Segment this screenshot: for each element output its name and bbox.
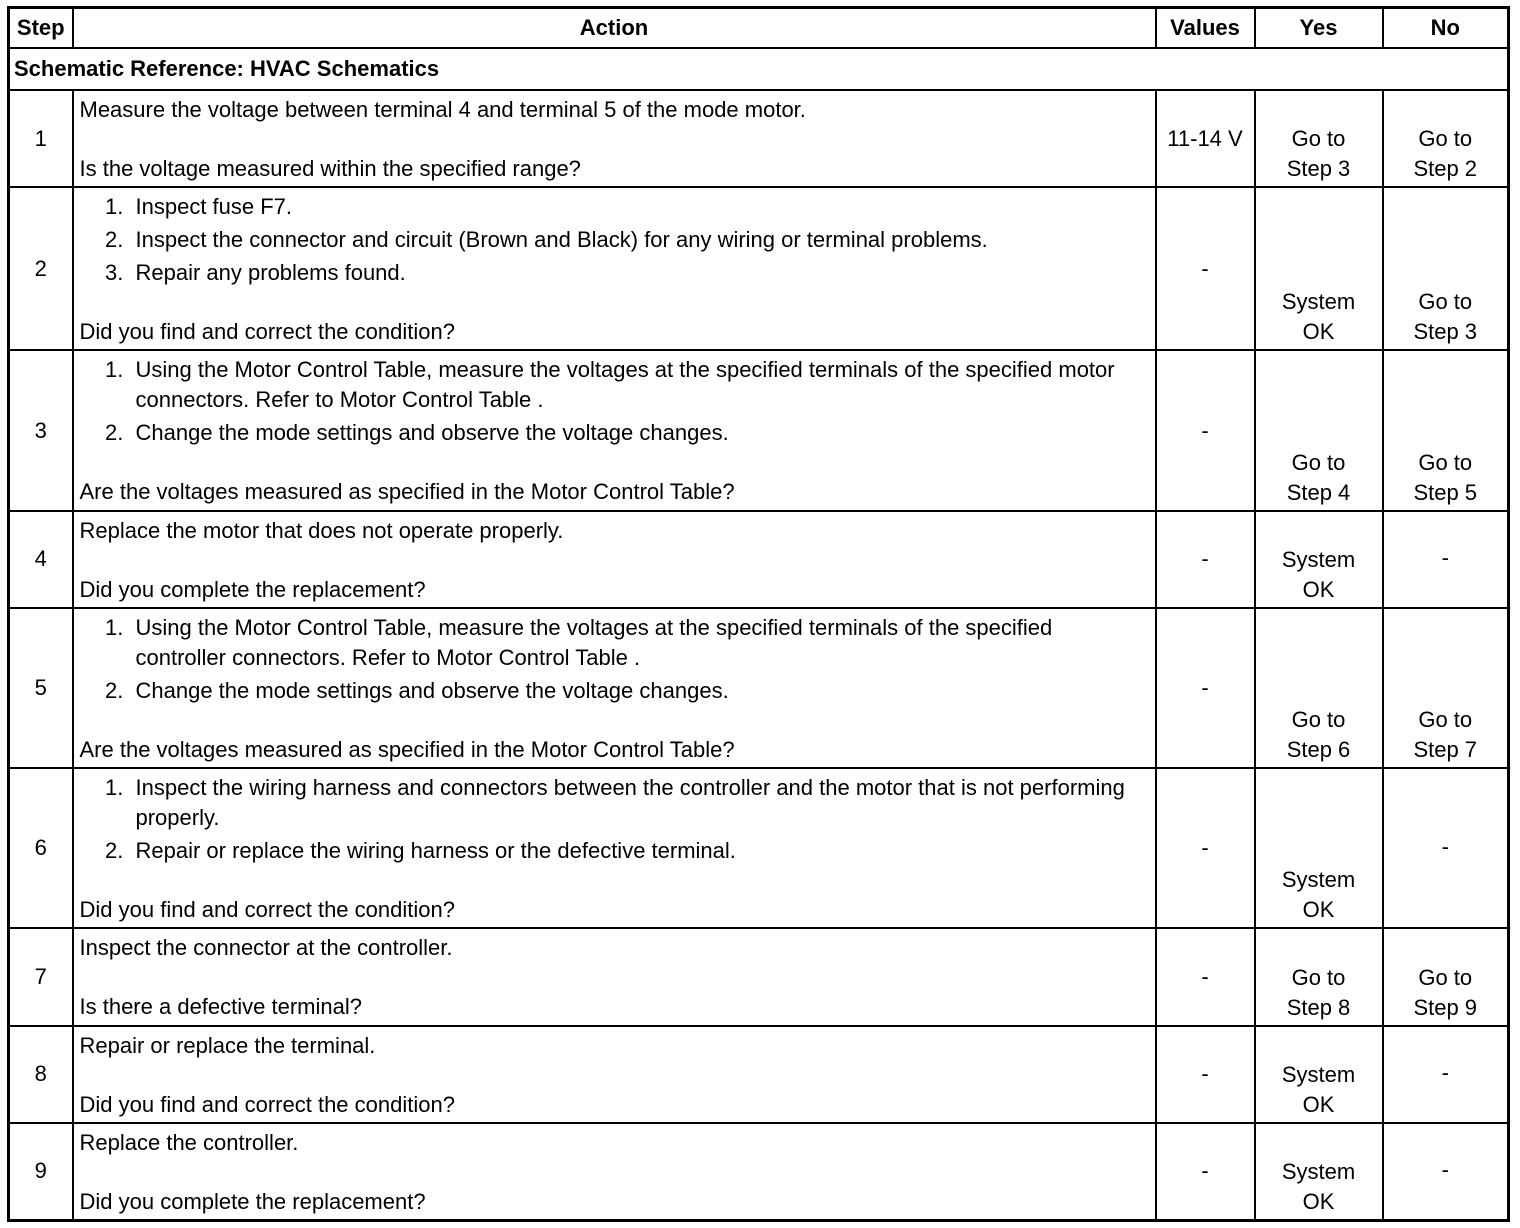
no-outcome: Go to Step 5 — [1383, 350, 1509, 510]
header-step: Step — [9, 8, 73, 49]
table-row — [9, 928, 1509, 1025]
action-question: Did you find and correct the condition? — [79, 897, 455, 923]
action-steps-list — [80, 773, 1149, 869]
schematic-reference-row — [9, 48, 1509, 90]
action-question: Is the voltage measured within the specified range? — [79, 156, 581, 182]
action-question: Are the voltages measured as specified in the Motor Control Table? — [79, 736, 735, 762]
value-cell: - — [1156, 928, 1255, 1025]
table-row — [9, 90, 1509, 187]
action-instruction: Inspect the connector at the controller. — [79, 935, 453, 961]
table-row — [9, 608, 1509, 768]
yes-outcome: System OK — [1255, 511, 1383, 608]
action-step-item: 1. Inspect the wiring harness and connectors between the controller and the motor that is not performing properly. — [130, 773, 1149, 833]
action-cell — [73, 768, 1156, 928]
yes-outcome: Go to Step 8 — [1255, 928, 1383, 1025]
action-cell — [73, 1026, 1156, 1123]
header-action: Action — [73, 8, 1156, 49]
action-steps-list — [80, 192, 1149, 291]
table-row — [9, 768, 1509, 928]
yes-outcome: System OK — [1255, 1026, 1383, 1123]
table-row — [9, 1026, 1509, 1123]
yes-outcome: Go to Step 6 — [1255, 608, 1383, 768]
action-instruction: Replace the motor that does not operate properly. — [79, 517, 564, 543]
no-outcome: Go to Step 2 — [1383, 90, 1509, 187]
action-step-item: 2. Change the mode settings and observe the voltage changes. — [130, 676, 1149, 706]
schematic-reference: Schematic Reference: HVAC Schematics — [9, 48, 1509, 90]
yes-outcome: System OK — [1255, 187, 1383, 350]
step-number: 1 — [9, 90, 73, 187]
action-cell — [73, 608, 1156, 768]
action-step-item: 1. Using the Motor Control Table, measure the voltages at the specified terminals of the specified motor connectors. Refer to Motor Control Table . — [130, 355, 1149, 415]
action-question: Did you find and correct the condition? — [79, 319, 455, 345]
value-cell: - — [1156, 1123, 1255, 1221]
no-outcome: - — [1383, 511, 1509, 608]
diagnostic-table — [7, 6, 1510, 1222]
action-step-item: 2. Change the mode settings and observe the voltage changes. — [130, 418, 1149, 448]
action-cell — [73, 350, 1156, 510]
action-cell — [73, 511, 1156, 608]
value-cell: 11-14 V — [1156, 90, 1255, 187]
yes-outcome: System OK — [1255, 1123, 1383, 1221]
yes-outcome: System OK — [1255, 768, 1383, 928]
step-number: 5 — [9, 608, 73, 768]
no-outcome: - — [1383, 768, 1509, 928]
action-question: Are the voltages measured as specified in the Motor Control Table? — [79, 479, 735, 505]
step-number: 6 — [9, 768, 73, 928]
table-row — [9, 1123, 1509, 1221]
table-row — [9, 187, 1509, 350]
value-cell: - — [1156, 608, 1255, 768]
action-step-item: 1. Inspect fuse F7. — [130, 192, 1149, 222]
step-number: 7 — [9, 928, 73, 1025]
action-step-item: 3. Repair any problems found. — [130, 258, 1149, 288]
header-values: Values — [1156, 8, 1255, 49]
yes-outcome: Go to Step 3 — [1255, 90, 1383, 187]
step-number: 8 — [9, 1026, 73, 1123]
action-steps-list — [80, 613, 1149, 709]
action-instruction: Measure the voltage between terminal 4 and terminal 5 of the mode motor. — [79, 97, 806, 123]
action-cell — [73, 187, 1156, 350]
step-number: 4 — [9, 511, 73, 608]
header-yes: Yes — [1255, 8, 1383, 49]
action-step-item: 1. Using the Motor Control Table, measure the voltages at the specified terminals of the specified controller connectors. Refer to Motor Control Table . — [130, 613, 1149, 673]
step-number: 2 — [9, 187, 73, 350]
action-question: Did you complete the replacement? — [79, 1188, 426, 1214]
no-outcome: Go to Step 9 — [1383, 928, 1509, 1025]
table-row — [9, 511, 1509, 608]
action-instruction: Repair or replace the terminal. — [79, 1032, 376, 1058]
no-outcome: - — [1383, 1026, 1509, 1123]
action-step-item: 2. Repair or replace the wiring harness or the defective terminal. — [130, 836, 1149, 866]
value-cell: - — [1156, 511, 1255, 608]
value-cell: - — [1156, 350, 1255, 510]
table-row — [9, 350, 1509, 510]
step-number: 3 — [9, 350, 73, 510]
no-outcome: Go to Step 7 — [1383, 608, 1509, 768]
value-cell: - — [1156, 768, 1255, 928]
value-cell: - — [1156, 187, 1255, 350]
value-cell: - — [1156, 1026, 1255, 1123]
action-question: Is there a defective terminal? — [79, 994, 362, 1020]
no-outcome: Go to Step 3 — [1383, 187, 1509, 350]
step-number: 9 — [9, 1123, 73, 1221]
action-cell — [73, 1123, 1156, 1221]
no-outcome: - — [1383, 1123, 1509, 1221]
action-question: Did you find and correct the condition? — [79, 1091, 455, 1117]
action-steps-list — [80, 355, 1149, 451]
action-question: Did you complete the replacement? — [79, 576, 426, 602]
action-cell — [73, 928, 1156, 1025]
header-row — [9, 8, 1509, 49]
action-instruction: Replace the controller. — [79, 1129, 299, 1155]
action-cell — [73, 90, 1156, 187]
action-step-item: 2. Inspect the connector and circuit (Brown and Black) for any wiring or terminal problems. — [130, 225, 1149, 255]
header-no: No — [1383, 8, 1509, 49]
yes-outcome: Go to Step 4 — [1255, 350, 1383, 510]
